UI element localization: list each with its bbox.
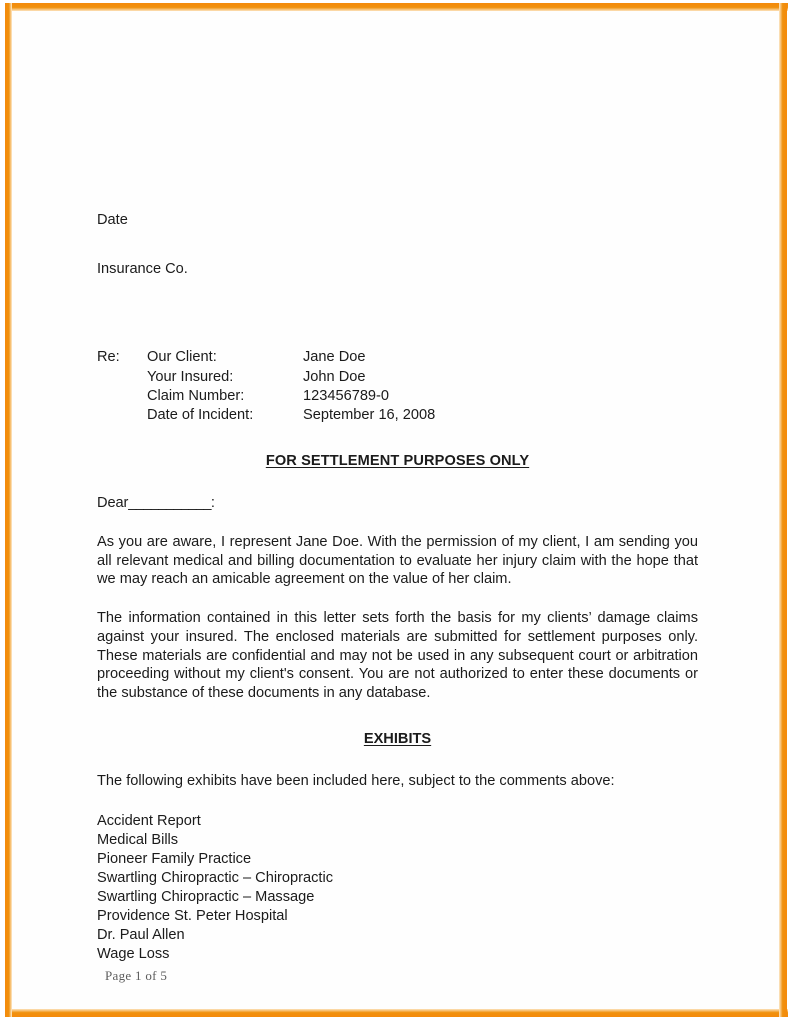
letter-body [97, 211, 698, 963]
exhibits-heading [97, 730, 698, 749]
date-line: Date [97, 212, 128, 228]
exhibit-item: Wage Loss [97, 945, 170, 962]
body-paragraph-1: As you are aware, I represent Jane Doe. With the permission of my client, I am sending you all relevant medical and billing documentation to evaluate her injury claim with the hope that we may reach an amicable agreement on the value of her claim. [97, 533, 698, 588]
settlement-purposes-heading [97, 452, 698, 471]
page-border-bottom [5, 1009, 788, 1017]
reference-field-value: John Doe [303, 368, 366, 385]
exhibit-item: Medical Bills [97, 832, 179, 849]
exhibit-item: Pioneer Family Practice [97, 851, 252, 868]
page-border-left [5, 3, 12, 1017]
reference-row [97, 348, 435, 367]
reference-label-spacer [97, 406, 147, 425]
salutation-suffix: : [210, 495, 215, 512]
reference-field-name: Your Insured: [147, 368, 234, 385]
reference-block [97, 348, 435, 425]
reference-row [97, 387, 435, 406]
exhibits-heading-text: EXHIBITS [363, 730, 432, 747]
exhibit-item: Swartling Chiropractic – Chiropractic [97, 869, 334, 886]
reference-row [97, 368, 435, 387]
salutation [97, 494, 698, 513]
exhibit-item: Providence St. Peter Hospital [97, 907, 288, 924]
exhibit-item: Accident Report [97, 813, 201, 830]
page-number-footer: Page 1 of 5 [105, 968, 168, 983]
settlement-purposes-heading-text: FOR SETTLEMENT PURPOSES ONLY [265, 452, 530, 469]
letter-page [12, 11, 779, 1009]
salutation-prefix: Dear [97, 495, 129, 512]
recipient-line: Insurance Co. [97, 260, 188, 277]
reference-field-value: 123456789-0 [303, 387, 390, 404]
page-border-right [779, 3, 787, 1017]
salutation-blank-field: ___________ [128, 495, 211, 512]
reference-field-value: September 16, 2008 [303, 407, 436, 424]
reference-label-spacer [97, 368, 147, 387]
exhibits-list [97, 812, 698, 963]
exhibits-intro: The following exhibits have been included here, subject to the comments above: [97, 772, 615, 789]
reference-label: Re: [97, 349, 120, 366]
reference-row [97, 406, 435, 425]
reference-field-name: Date of Incident: [147, 407, 254, 424]
page-border-top [5, 3, 788, 11]
reference-field-value: Jane Doe [303, 349, 366, 366]
reference-label-spacer [97, 387, 147, 406]
reference-field-name: Claim Number: [147, 387, 245, 404]
exhibit-item: Swartling Chiropractic – Massage [97, 888, 315, 905]
body-paragraph-2: The information contained in this letter sets forth the basis for my clients’ damage claims against your insured. The enclosed materials are submitted for settlement purposes only. These materials are confidential and may not be used in any subsequent court or arbitration proceeding without my client's consent. You are not authorized to enter these documents or the substance of these documents in any database. [97, 610, 698, 702]
reference-field-name: Our Client: [147, 349, 217, 366]
exhibit-item: Dr. Paul Allen [97, 926, 185, 943]
